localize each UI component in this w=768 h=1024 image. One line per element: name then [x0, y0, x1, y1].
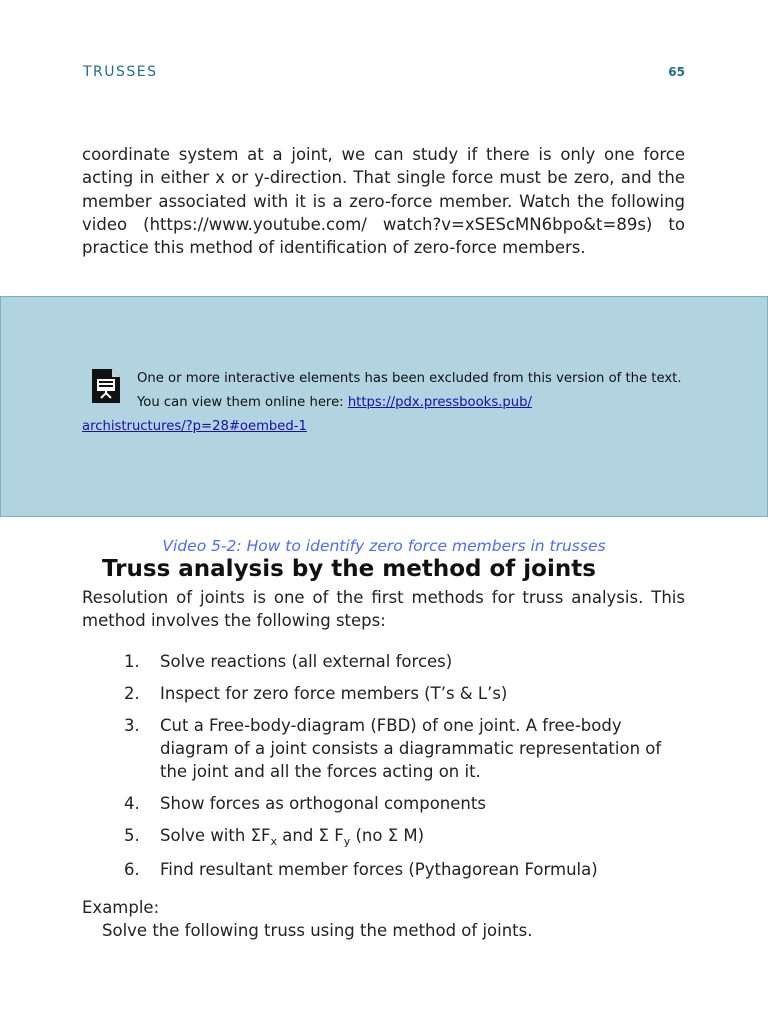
step-text-part: and Σ F — [277, 826, 344, 846]
embed-link[interactable]: https://pdx.pressbooks.pub/ — [347, 395, 532, 410]
document-presentation-icon — [91, 368, 121, 404]
chapter-title: TRUSSES — [83, 64, 158, 80]
section-heading: Truss analysis by the method of joints — [102, 556, 596, 582]
embed-link-continued-line — [82, 418, 307, 436]
step-text-part: (no Σ M) — [350, 826, 425, 846]
example-label: Example: — [82, 898, 160, 917]
embed-notice-text: One or more interactive elements has been excluded from this version of the text. — [137, 371, 682, 386]
step-text-part: Solve with ΣF — [160, 826, 271, 846]
step-number: 4. — [124, 794, 140, 814]
list-item — [124, 682, 690, 705]
step-number: 6. — [124, 860, 140, 880]
list-item — [124, 650, 690, 673]
list-item — [124, 714, 690, 784]
step-text: Cut a Free-body-diagram (FBD) of one joint. A free-body diagram of a joint consists a diagrammatic representation of the joint and all the forces acting on it. — [160, 715, 662, 782]
steps-list — [124, 650, 690, 890]
step-text: Find resultant member forces (Pythagorean Formula) — [160, 860, 598, 880]
subscript-y: y — [343, 835, 351, 849]
embed-view-online-label: You can view them online here: — [137, 395, 348, 410]
intro-paragraph: coordinate system at a joint, we can study if there is only one force acting in either x or y-direction. That single force must be zero, and the member associated with it is a zero-force member. Watch the following video (https://www.youtube.com/ watch?v=xSEScMN6bpo&t=89s) to practice this method of identification of zero-force members. — [82, 145, 685, 258]
step-number: 1. — [124, 652, 140, 671]
step-text-equation — [160, 824, 690, 849]
step-number: 2. — [124, 683, 140, 703]
list-item — [124, 792, 690, 815]
step-text: Solve reactions (all external forces) — [160, 652, 453, 671]
example-text: Solve the following truss using the method of joints. — [102, 921, 533, 940]
step-number: 3. — [124, 715, 140, 735]
step-text: Inspect for zero force members (T’s & L’s) — [160, 683, 508, 703]
video-caption: Video 5-2: How to identify zero force members in trusses — [162, 537, 606, 555]
list-item — [124, 858, 690, 881]
subscript-x: x — [270, 835, 277, 849]
section-intro-paragraph: Resolution of joints is one of the first methods for truss analysis. This method involves the following steps: — [82, 588, 685, 631]
page-number: 65 — [668, 65, 685, 79]
step-text: Show forces as orthogonal components — [160, 794, 486, 814]
embed-view-online-line — [137, 394, 532, 412]
embed-link-continued[interactable]: archistructures/?p=28#oembed-1 — [82, 419, 307, 434]
running-header — [83, 62, 685, 82]
step-number: 5. — [124, 826, 140, 846]
list-item — [124, 824, 690, 849]
